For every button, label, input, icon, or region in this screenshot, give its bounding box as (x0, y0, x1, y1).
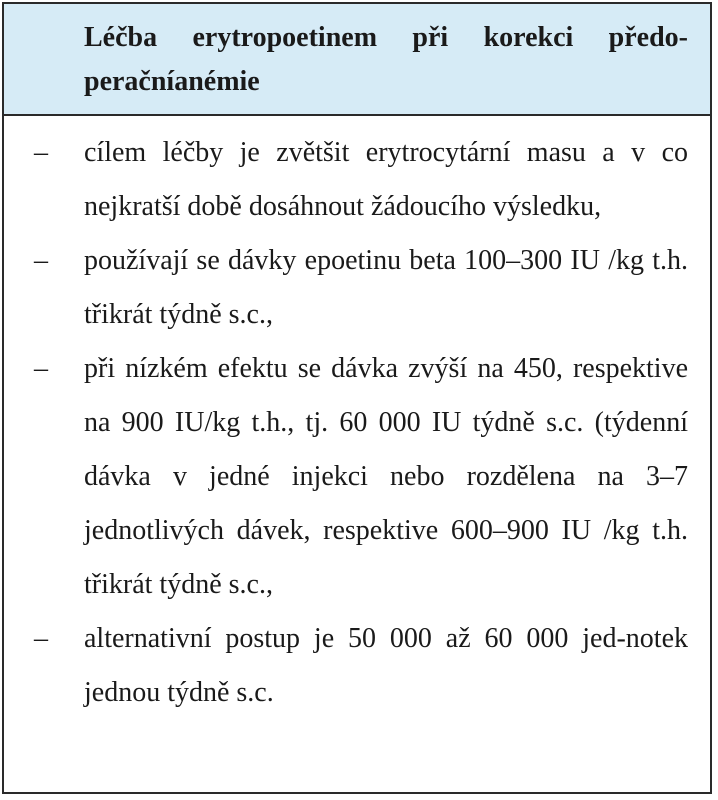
list-item-text: alternativní postup je 50 000 až 60 000 jed-notek jednou týdně s.c. (84, 623, 688, 708)
list-item (4, 126, 688, 234)
dash-bullet: – (34, 353, 48, 384)
dash-bullet: – (34, 245, 48, 276)
list-item (4, 234, 688, 342)
list-item (4, 612, 688, 720)
list-item-text: používají se dávky epoetinu beta 100–300 IU /kg t.h. třikrát týdně s.c., (84, 245, 688, 330)
dash-bullet: – (34, 623, 48, 654)
box-header (4, 4, 710, 116)
list-item-text: cílem léčby je zvětšit erytrocytární masu a v co nejkratší době dosáhnout žádoucího výsledku, (84, 137, 688, 222)
dash-bullet: – (34, 137, 48, 168)
box-title: Léčba erytropoetinem při korekci předo-peračníanémie (84, 22, 688, 97)
text-box (2, 2, 712, 794)
list-item-text: při nízkém efektu se dávka zvýší na 450, respektive na 900 IU/kg t.h., tj. 60 000 IU týdně s.c. (týdenní dávka v jedné injekci nebo rozdělena na 3–7 jednotlivých dávek, respektive 600–900 IU /kg t.h. třikrát týdně s.c., (84, 353, 688, 600)
bullet-list (4, 116, 710, 720)
list-item (4, 342, 688, 612)
